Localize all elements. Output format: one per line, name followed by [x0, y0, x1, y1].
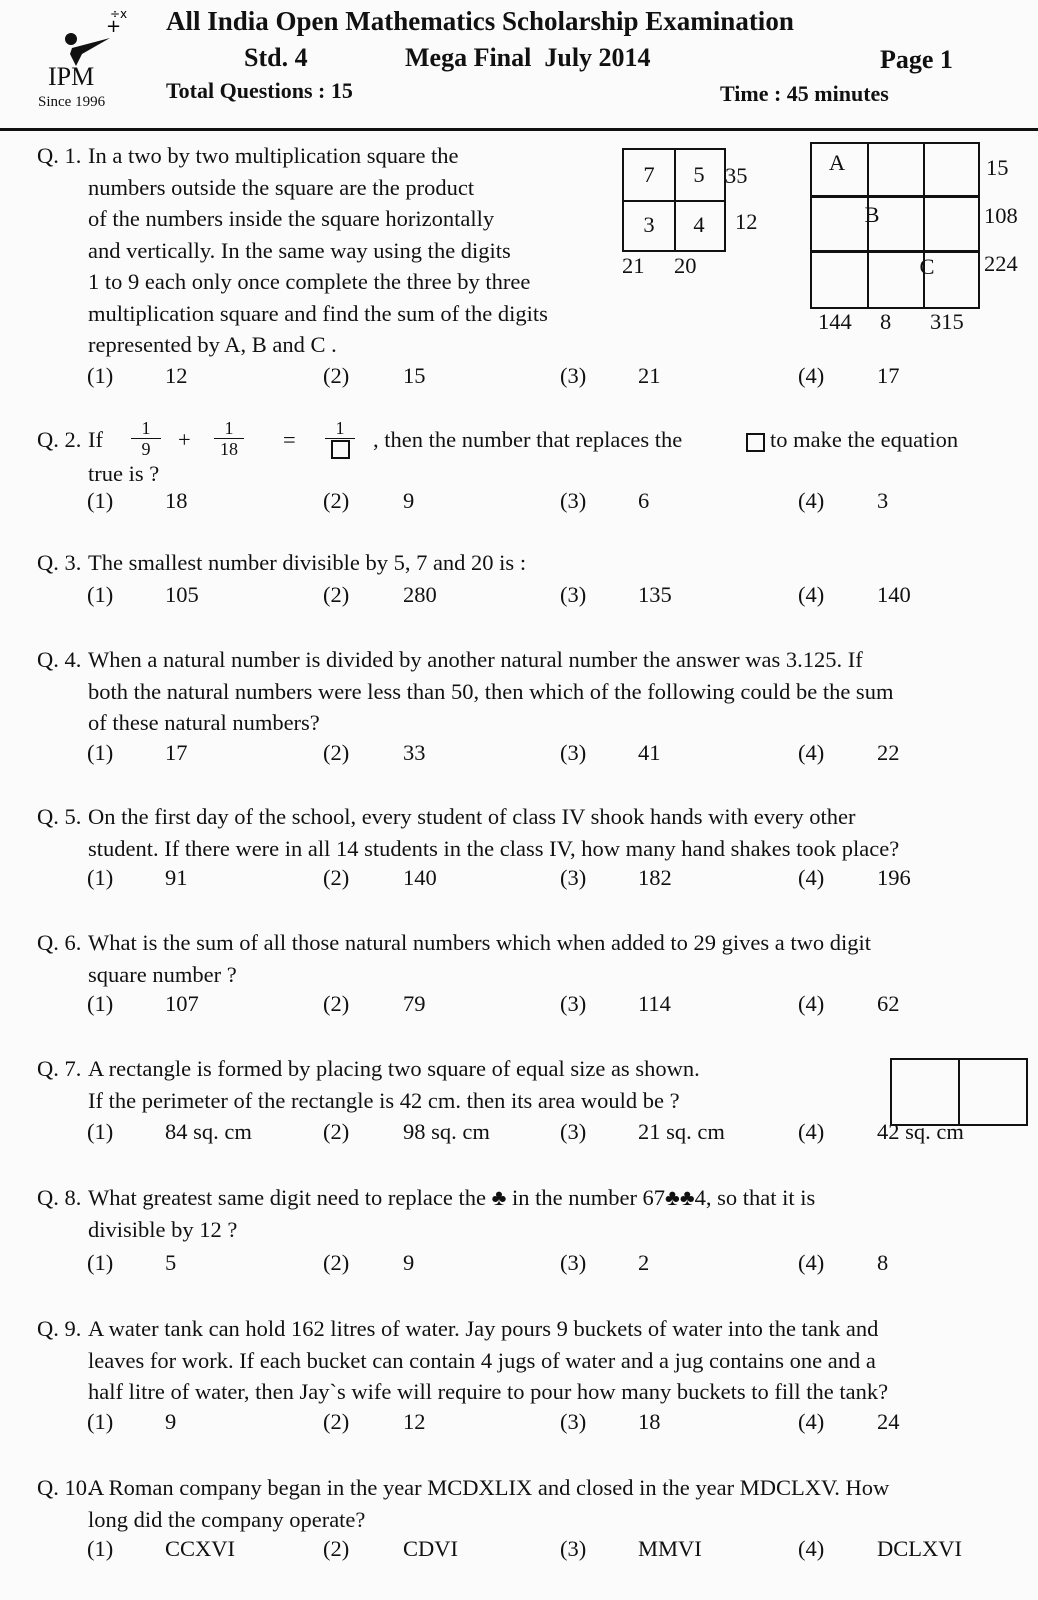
question-number: Q. 2.: [37, 427, 82, 452]
option-value: 22: [877, 740, 900, 765]
option-value: 114: [638, 991, 671, 1016]
grid-cell: C: [919, 254, 935, 279]
svg-text:+: +: [106, 16, 122, 37]
question-text-line: square number ?: [88, 961, 237, 987]
option-number: (2): [323, 488, 350, 513]
fraction-bar: [325, 438, 355, 439]
question-number: Q. 3.: [37, 550, 82, 575]
question-text-line: multiplication square and find the sum of the digits: [88, 300, 548, 326]
question-text-line: of these natural numbers?: [88, 710, 320, 735]
row-product: 35: [725, 163, 748, 188]
option-value: 280: [403, 582, 437, 607]
option-value: 21: [638, 363, 661, 388]
option-number: (1): [87, 488, 114, 513]
time-limit: Time : 45 minutes: [720, 81, 889, 106]
option-value: MMVI: [638, 1536, 702, 1561]
option-number: (3): [560, 582, 587, 607]
option-value: 3: [877, 488, 889, 513]
option-number: (2): [323, 1250, 350, 1275]
question-number: Q. 9.: [37, 1316, 82, 1341]
option-value: 182: [638, 865, 672, 890]
svg-text:÷x: ÷x: [110, 7, 128, 21]
numerator: 1: [141, 418, 151, 438]
option-number: (4): [798, 865, 825, 890]
option-value: 21 sq. cm: [638, 1119, 725, 1144]
question-text-line: The smallest number divisible by 5, 7 and 20 is :: [88, 550, 527, 575]
option-value: 140: [403, 865, 437, 890]
question-number: Q. 1.: [37, 143, 82, 168]
question-text-line: What is the sum of all those natural numbers which when added to 29 gives a two digit: [88, 930, 871, 955]
column-product: 144: [818, 309, 852, 334]
row-product: 12: [735, 209, 758, 234]
option-number: (3): [560, 1536, 587, 1561]
question-text-line: When a natural number is divided by another natural number the answer was 3.125. If: [88, 647, 863, 672]
option-value: 15: [403, 363, 426, 388]
column-product: 21: [622, 253, 645, 278]
row-product: 15: [986, 155, 1009, 180]
question-text-line: If the perimeter of the rectangle is 42 cm. then its area would be ?: [88, 1087, 680, 1113]
question-number: Q. 7.: [37, 1056, 82, 1081]
option-value: 5: [165, 1250, 177, 1275]
option-value: 84 sq. cm: [165, 1119, 252, 1144]
question-text-line: half litre of water, then Jay`s wife will require to pour how many buckets to fill the tank?: [88, 1379, 889, 1404]
blank-box-icon: [746, 430, 765, 456]
row-product: 224: [984, 251, 1018, 276]
question-text-line: In a two by two multiplication square the: [88, 143, 459, 168]
option-value: 135: [638, 582, 672, 607]
blank-box-icon: [325, 440, 355, 460]
option-number: (3): [560, 1409, 587, 1434]
option-value: CCXVI: [165, 1536, 236, 1561]
question-text-line: A rectangle is formed by placing two square of equal size as shown.: [88, 1056, 700, 1081]
option-number: (1): [87, 740, 114, 765]
question-number: Q. 10.: [37, 1475, 93, 1500]
option-value: 62: [877, 991, 900, 1016]
page-number: Page 1: [880, 45, 953, 74]
option-value: 9: [403, 1250, 415, 1275]
option-number: (2): [323, 865, 350, 890]
question-number: Q. 4.: [37, 647, 82, 672]
question-text-line: A water tank can hold 162 litres of water. Jay pours 9 buckets of water into the tank and: [88, 1316, 879, 1341]
equation-continuation: , then the number that replaces the: [373, 427, 683, 452]
denominator: 18: [220, 439, 238, 459]
option-value: 105: [165, 582, 199, 607]
option-value: 41: [638, 740, 661, 765]
equation-continuation-2: to make the equation: [770, 427, 959, 452]
question-number: Q. 8.: [37, 1185, 82, 1210]
option-number: (1): [87, 1536, 114, 1561]
grid-cell: 7: [643, 162, 655, 187]
option-number: (1): [87, 1409, 114, 1434]
question-text-line: and vertically. In the same way using the digits: [88, 237, 511, 263]
question-text-line: A Roman company began in the year MCDXLIX and closed in the year MDCLXV. How: [88, 1475, 890, 1500]
grid-cell: A: [828, 150, 846, 175]
option-number: (1): [87, 991, 114, 1016]
question-text-line: If: [88, 427, 103, 452]
exam-title: All India Open Mathematics Scholarship Examination: [166, 6, 794, 36]
question-text-line: divisible by 12 ?: [88, 1216, 238, 1242]
grid-cell: 4: [693, 212, 705, 237]
plus-sign: +: [178, 427, 191, 452]
question-number: Q. 6.: [37, 930, 82, 955]
option-value: 79: [403, 991, 426, 1016]
option-value: 42 sq. cm: [877, 1119, 964, 1144]
option-number: (2): [323, 740, 350, 765]
option-number: (4): [798, 488, 825, 513]
question-text-line: 1 to 9 each only once complete the three by three: [88, 269, 531, 294]
fraction-one-ninth: [131, 419, 161, 458]
option-value: 6: [638, 488, 650, 513]
question-text-line: long did the company operate?: [88, 1506, 366, 1532]
option-number: (3): [560, 488, 587, 513]
question-text-line: numbers outside the square are the product: [88, 174, 475, 200]
option-number: (1): [87, 582, 114, 607]
row-product: 108: [984, 203, 1018, 228]
grid-cell: 5: [693, 162, 705, 187]
fraction-one-over-box: [325, 419, 355, 460]
column-product: 315: [930, 309, 964, 334]
option-value: 91: [165, 865, 188, 890]
option-number: (1): [87, 1119, 114, 1144]
equals-sign: =: [283, 427, 296, 452]
option-value: 2: [638, 1250, 650, 1275]
question-text-line: On the first day of the school, every student of class IV shook hands with every other: [88, 804, 856, 829]
column-product: 8: [880, 309, 892, 334]
question-text-line: of the numbers inside the square horizontally: [88, 206, 495, 231]
option-value: 12: [403, 1409, 426, 1434]
option-value: 196: [877, 865, 911, 890]
option-number: (2): [323, 363, 350, 388]
option-number: (2): [323, 991, 350, 1016]
option-number: (2): [323, 582, 350, 607]
option-value: 12: [165, 363, 188, 388]
question-text-line: student. If there were in all 14 students in the class IV, how many hand shakes took place?: [88, 835, 900, 861]
fraction-one-eighteenth: [214, 419, 244, 458]
question-text-line: represented by A, B and C .: [88, 332, 337, 357]
numerator: 1: [335, 418, 345, 438]
option-value: 98 sq. cm: [403, 1119, 490, 1144]
logo-figure-icon: [52, 4, 132, 66]
header-divider: [0, 128, 1038, 131]
option-value: CDVI: [403, 1536, 458, 1561]
question-text-line: both the natural numbers were less than 50, then which of the following could be the sum: [88, 678, 894, 704]
option-number: (2): [323, 1119, 350, 1144]
option-value: 8: [877, 1250, 889, 1275]
option-number: (4): [798, 1250, 825, 1275]
option-value: 9: [165, 1409, 177, 1434]
option-number: (4): [798, 1119, 825, 1144]
option-value: DCLXVI: [877, 1536, 962, 1561]
option-number: (4): [798, 582, 825, 607]
option-number: (4): [798, 1536, 825, 1561]
option-number: (2): [323, 1536, 350, 1561]
option-value: 107: [165, 991, 199, 1016]
option-number: (3): [560, 1250, 587, 1275]
standard: Std. 4: [244, 43, 308, 72]
option-value: 24: [877, 1409, 900, 1434]
numerator: 1: [224, 418, 234, 438]
option-number: (4): [798, 991, 825, 1016]
option-number: (1): [87, 1250, 114, 1275]
option-value: 18: [165, 488, 188, 513]
option-number: (3): [560, 740, 587, 765]
option-value: 17: [165, 740, 188, 765]
option-number: (2): [323, 1409, 350, 1434]
option-value: 18: [638, 1409, 661, 1434]
grid-cell: 3: [643, 212, 655, 237]
total-questions: Total Questions : 15: [166, 78, 353, 103]
two-by-two-square: [622, 148, 726, 252]
option-number: (3): [560, 1119, 587, 1144]
three-by-three-square: [810, 142, 980, 309]
option-number: (3): [560, 363, 587, 388]
option-number: (4): [798, 363, 825, 388]
column-product: 20: [674, 253, 697, 278]
denominator: 9: [141, 439, 151, 459]
grid-cell: B: [864, 202, 880, 227]
logo-text: IPM: [48, 62, 95, 91]
logo-since: Since 1996: [38, 94, 106, 110]
option-value: 140: [877, 582, 911, 607]
option-value: 17: [877, 363, 900, 388]
option-number: (3): [560, 991, 587, 1016]
option-number: (4): [798, 1409, 825, 1434]
question-text-line: What greatest same digit need to replace the ♣ in the number 67♣♣4, so that it is: [88, 1185, 816, 1210]
question-number: Q. 5.: [37, 804, 82, 829]
option-number: (3): [560, 865, 587, 890]
option-value: 33: [403, 740, 426, 765]
question-text-line: leaves for work. If each bucket can contain 4 jugs of water and a jug contains one and a: [88, 1347, 876, 1373]
option-number: (1): [87, 363, 114, 388]
question-text-line: true is ?: [88, 461, 160, 486]
option-number: (1): [87, 865, 114, 890]
option-number: (4): [798, 740, 825, 765]
option-value: 9: [403, 488, 415, 513]
exam-session: Mega Final July 2014: [405, 43, 651, 72]
